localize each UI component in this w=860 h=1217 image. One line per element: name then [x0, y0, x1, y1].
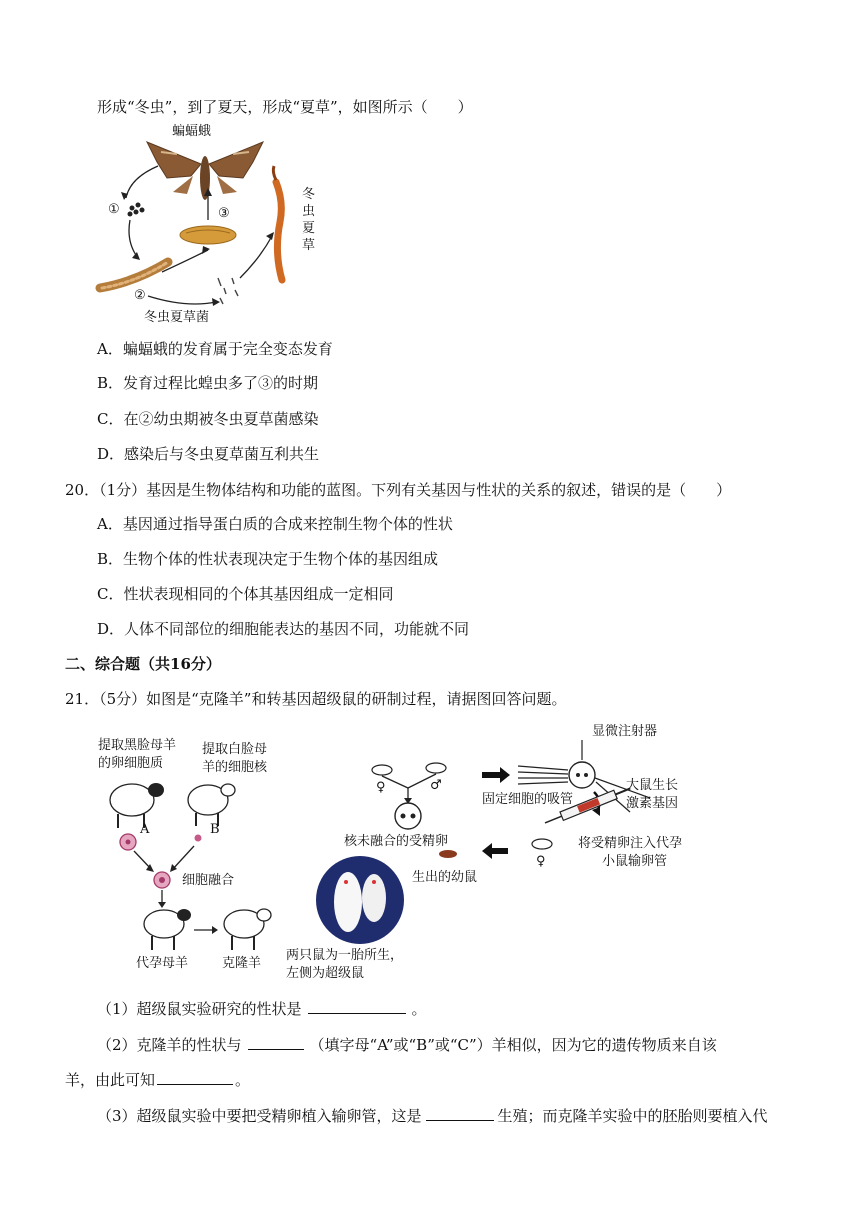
q21-stem: 21．（5分）如图是“克隆羊”和转基因超级鼠的研制过程，请据图回答问题。	[65, 690, 567, 708]
answer-blank-1[interactable]	[308, 999, 406, 1014]
q21-sub1-end: 。	[411, 1000, 427, 1018]
female-symbol-1: ♀	[376, 780, 386, 795]
answer-blank-3[interactable]	[157, 1070, 233, 1085]
cell-fusion-label: 细胞融合	[182, 873, 235, 888]
q19-option-a: A．蝙蝠蛾的发育属于完全变态发育	[97, 340, 333, 358]
sheep-a-label: A	[140, 822, 150, 837]
sheep-b-label: B	[210, 822, 220, 837]
q21-sub3-text-a: （3）超级鼠实验中要把受精卵植入输卵管，这是	[97, 1107, 422, 1125]
pipette-label: 固定细胞的吸管	[482, 792, 574, 807]
q21-sub2-line1	[97, 1035, 717, 1055]
moth-label: 蝙蝠蛾	[172, 124, 212, 139]
q21-sub2-text-b: （填字母“A”或“B”或“C”）羊相似，因为它的遗传物质来自该	[309, 1036, 717, 1054]
q19-life-cycle-figure	[90, 120, 330, 335]
q21-sub3-text-b: 生殖；而克隆羊实验中的胚胎则要植入代	[497, 1107, 768, 1125]
q21-sub1	[97, 999, 427, 1019]
clone-sheep-label: 克隆羊	[222, 956, 262, 971]
fungus-label: 冬虫夏草菌	[144, 310, 210, 325]
male-symbol: ♂	[430, 778, 442, 793]
q19-option-b: B．发育过程比蝗虫多了③的时期	[97, 374, 319, 392]
inject-label-1: 将受精卵注入代孕	[578, 836, 683, 851]
gene-label-1: 大鼠生长	[626, 778, 679, 793]
q20-option-c: C．性状表现相同的个体其基因组成一定相同	[97, 585, 394, 603]
answer-blank-2[interactable]	[248, 1035, 304, 1050]
q21-sub3	[97, 1106, 768, 1126]
injector-label: 显微注射器	[592, 724, 658, 739]
cordyceps-label: 冬虫夏草	[302, 187, 316, 253]
q20-option-b: B．生物个体的性状表现决定于生物个体的基因组成	[97, 550, 439, 568]
q21-sub2-text-c: 羊，由此可知	[65, 1071, 156, 1089]
section-title: 二、综合题（共16分）	[65, 655, 221, 673]
q21-sub2-line2	[65, 1070, 250, 1090]
q19-option-c: C．在②幼虫期被冬虫夏草菌感染	[97, 410, 319, 428]
q21-sub2-text-a: （2）克隆羊的性状与	[97, 1036, 242, 1054]
q21-sub2-text-d: 。	[235, 1071, 251, 1089]
q20-option-a: A．基因通过指导蛋白质的合成来控制生物个体的性状	[97, 515, 453, 533]
stage-1-label: ①	[108, 202, 120, 217]
born-label: 生出的幼鼠	[412, 870, 478, 885]
stage-2-label: ②	[134, 288, 146, 303]
black-face-label-2: 的卵细胞质	[98, 756, 164, 771]
q21-figure	[90, 720, 710, 990]
female-symbol-2: ♀	[536, 854, 546, 869]
inject-label-2: 小鼠输卵管	[602, 854, 668, 869]
moth-image	[90, 120, 330, 335]
surrogate-sheep-label: 代孕母羊	[136, 956, 189, 971]
two-mice-label-2: 左侧为超级鼠	[286, 966, 365, 981]
zygote-label: 核未融合的受精卵	[344, 834, 449, 849]
white-face-label-2: 羊的细胞核	[202, 760, 268, 775]
q20-stem: 20．（1分）基因是生物体结构和功能的蓝图。下列有关基因与性状的关系的叙述，错误的是（ ）	[65, 481, 732, 499]
q19-option-d: D．感染后与冬虫夏草菌互利共生	[97, 445, 320, 463]
stage-3-label: ③	[218, 206, 230, 221]
white-face-label-1: 提取白脸母	[202, 742, 268, 757]
two-mice-label-1: 两只鼠为一胎所生，	[286, 948, 404, 963]
q19-stem-tail: 形成“冬虫”，到了夏天，形成“夏草”，如图所示（ ）	[97, 98, 473, 116]
black-face-label-1: 提取黑脸母羊	[98, 738, 177, 753]
q21-sub1-text: （1）超级鼠实验研究的性状是	[97, 1000, 302, 1018]
q20-option-d: D．人体不同部位的细胞能表达的基因不同，功能就不同	[97, 620, 470, 638]
answer-blank-4[interactable]	[426, 1106, 494, 1121]
gene-label-2: 激素基因	[626, 796, 679, 811]
